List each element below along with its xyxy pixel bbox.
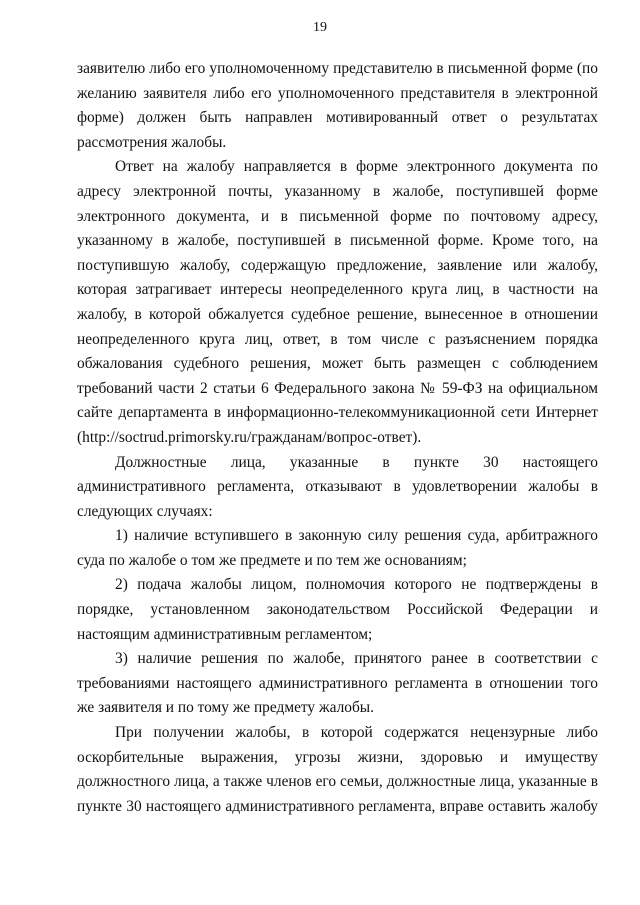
list-item-court-decision: 1) наличие вступившего в законную силу решения суда, арбитражного суда по жалобе о том же предмете и по тем же основаниям;: [77, 527, 598, 569]
page-number: 19: [313, 20, 327, 35]
list-item-prior-decision: 3) наличие решения по жалобе, принятого ранее в соответствии с требованиями настоящего административного регламента в отношении того же заявителя и по тому же предмету жалобы.: [77, 650, 598, 717]
paragraph-refusal-intro: Должностные лица, указанные в пункте 30 настоящего административного регламента, отказывают в удовлетворении жалобы в следующих случаях:: [77, 453, 598, 520]
document-body: [77, 57, 598, 819]
paragraph-obscene-complaint: При получении жалобы, в которой содержатся нецензурные либо оскорбительные выражения, угрозы жизни, здоровью и имуществу должностного лица, а также членов его семьи, должностные лица, указанные в пункте 30 настоящего административного регламента, вправе оставить жалобу: [77, 724, 598, 815]
paragraph-response-form: Ответ на жалобу направляется в форме электронного документа по адресу электронной почты, указанному в жалобе, поступившей форме электронного документа, и в письменной форме по почтовому адресу, указанному в жалобе, поступившей в письменной форме. Кроме того, на поступившую жалобу, содержащую предложение, заявление или жалобу, которая затрагивает интересы неопределенного круга лиц, в частности на жалобу, в которой обжалуется судебное решение, вынесенное в отношении неопределенного круга лиц, ответ, в том числе с разъяснением порядка обжалования судебного решения, может быть размещен с соблюдением требований части 2 статьи 6 Федерального закона № 59-ФЗ на официальном сайте департамента в информационно-телекоммуникационной сети Интернет (http://soctrud.primorsky.ru/гражданам/вопрос-ответ).: [77, 158, 598, 446]
list-item-unconfirmed-authority: 2) подача жалобы лицом, полномочия которого не подтверждены в порядке, установленном законодательством Российской Федерации и настоящим административным регламентом;: [77, 576, 598, 643]
paragraph-response-continuation: заявителю либо его уполномоченному представителю в письменной форме (по желанию заявителя либо его уполномоченного представителя в электронной форме) должен быть направлен мотивированный ответ о результатах рассмотрения жалобы.: [77, 60, 598, 151]
